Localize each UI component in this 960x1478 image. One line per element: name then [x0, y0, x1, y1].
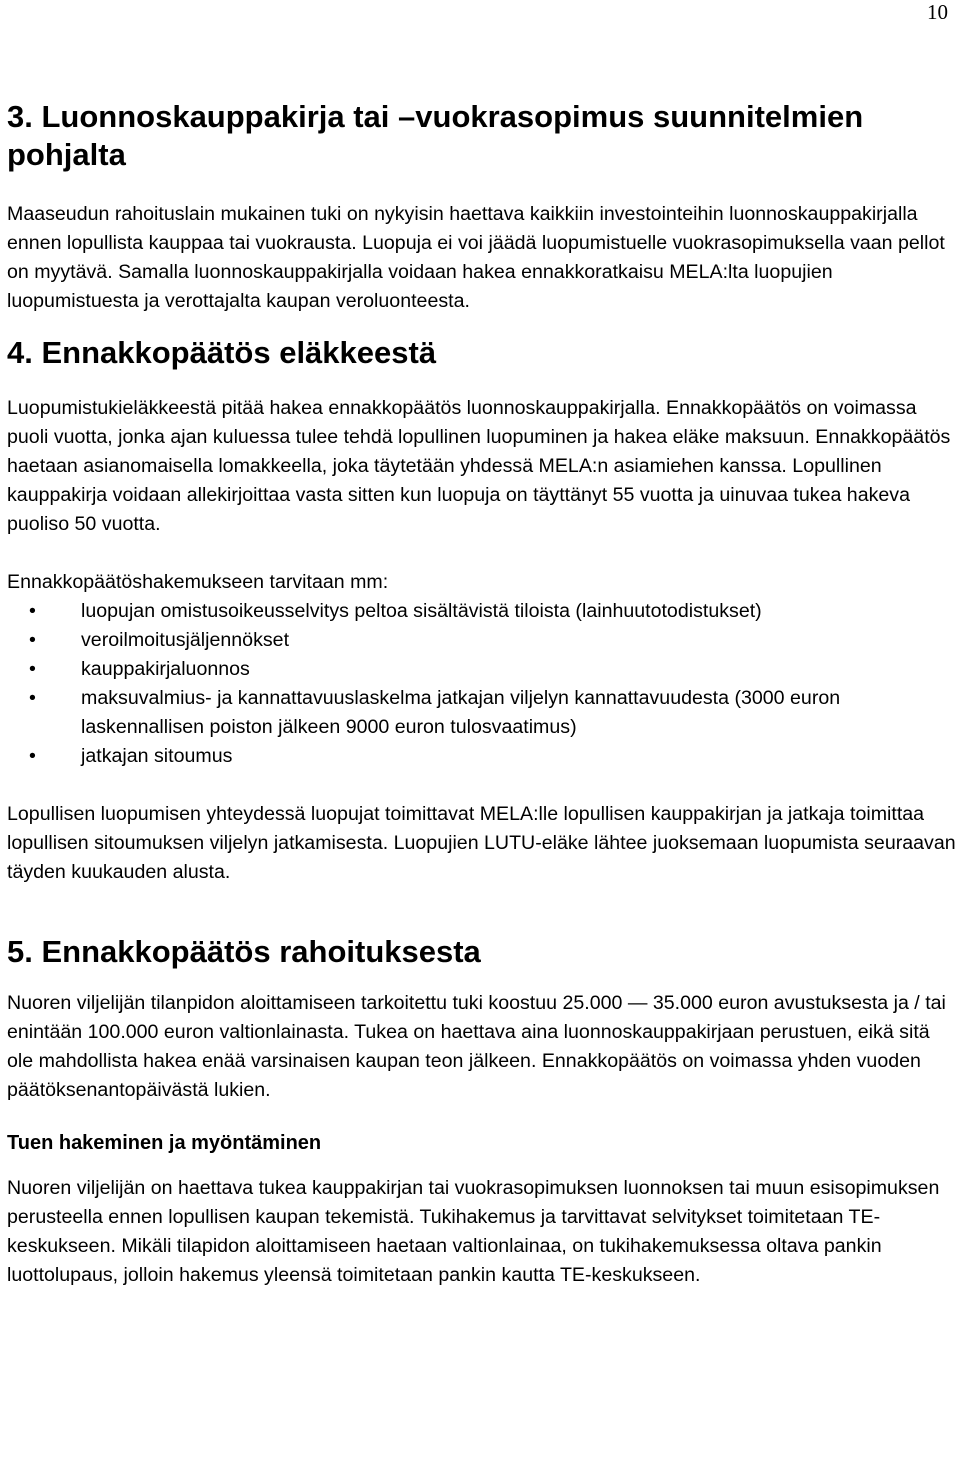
- document-body: [7, 98, 957, 1290]
- list-item-text: kauppakirjaluonnos: [81, 658, 250, 680]
- section-4-paragraph: Luopumistukieläkkeestä pitää hakea ennakkopäätös luonnoskauppakirjalla. Ennakkopäätös on voimassa puoli vuotta, jonka ajan kuluessa tulee tehdä lopullinen luopuminen ja hakea eläke maksuun. Ennakkopäätös haetaan asianomaisella lomakkeella, joka täytetään yhdessä MELA:n asiamiehen kanssa. Lopullinen kauppakirja voidaan allekirjoittaa vasta sitten kun luopuja on täyttänyt 55 vuotta ja uinuvaa tukea hakeva puoliso 50 vuotta.: [7, 397, 951, 535]
- list-item-text: luopujan omistusoikeusselvitys peltoa sisältävistä tiloista (lainhuutotodistukset): [81, 600, 762, 622]
- section-4-heading: 4. Ennakkopäätös eläkkeestä: [7, 335, 437, 370]
- requirements-intro: Ennakkopäätöshakemukseen tarvitaan mm:: [7, 571, 389, 593]
- bullet-icon: •: [29, 629, 36, 651]
- list-item: [29, 626, 957, 655]
- list-item: [29, 684, 957, 742]
- bullet-icon: •: [29, 658, 36, 680]
- requirements-list: [7, 597, 957, 771]
- bullet-icon: •: [29, 600, 36, 622]
- section-5-heading: 5. Ennakkopäätös rahoituksesta: [7, 934, 481, 969]
- section-5-subparagraph: Nuoren viljelijän on haettava tukea kauppakirjan tai vuokrasopimuksen luonnoksen tai muun esisopimuksen perusteella ennen lopullisen kaupan tekemistä. Tukihakemus ja tarvittavat selvitykset toimitetaan TE-keskukseen. Mikäli tilapidon aloittamiseen haetaan valtionlainaa, on tukihakemuksessa oltava pankin luottolupaus, jolloin hakemus yleensä toimitetaan pankin kautta TE-keskukseen.: [7, 1177, 940, 1286]
- list-item-text: veroilmoitusjäljennökset: [81, 629, 290, 651]
- section-3-heading: 3. Luonnoskauppakirja tai –vuokrasopimus suunnitelmien pohjalta: [7, 99, 864, 172]
- section-3-paragraph: Maaseudun rahoituslain mukainen tuki on nykyisin haettava kaikkiin investointeihin luonnoskauppakirjalla ennen lopullista kauppaa tai vuokrausta. Luopuja ei voi jäädä luopumistuelle vuokrasopimuksella vaan pellot on myytävä. Samalla luonnoskauppakirjalla voidaan hakea ennakkoratkaisu MELA:lta luopujien luopumistuesta ja verottajalta kaupan veroluonteesta.: [7, 203, 945, 312]
- list-item-text: jatkajan sitoumus: [81, 745, 233, 767]
- list-item: [29, 655, 957, 684]
- section-5-subheading: Tuen hakeminen ja myöntäminen: [7, 1132, 322, 1154]
- section-4-closing: Lopullisen luopumisen yhteydessä luopujat toimittavat MELA:lle lopullisen kauppakirjan ja jatkaja toimittaa lopullisen sitoumuksen viljelyn jatkamisesta. Luopujien LUTU-eläke lähtee juoksemaan luopumista seuraavan täyden kuukauden alusta.: [7, 803, 956, 883]
- section-5-paragraph: Nuoren viljelijän tilanpidon aloittamiseen tarkoitettu tuki koostuu 25.000 — 35.000 euron avustuksesta ja / tai enintään 100.000 euron valtionlainasta. Tukea on haettava aina luonnoskauppakirjaan perustuen, eikä sitä ole mahdollista hakea enää varsinaisen kaupan teon jälkeen. Ennakkopäätös on voimassa yhden vuoden päätöksenantopäivästä lukien.: [7, 992, 946, 1101]
- page-number: 10: [927, 0, 948, 24]
- bullet-icon: •: [29, 745, 36, 767]
- list-item: [29, 742, 957, 771]
- bullet-icon: •: [29, 687, 36, 709]
- list-item-text: maksuvalmius- ja kannattavuuslaskelma jatkajan viljelyn kannattavuudesta (3000 euron laskennallisen poiston jälkeen 9000 euron tulosvaatimus): [81, 687, 841, 738]
- list-item: [29, 597, 957, 626]
